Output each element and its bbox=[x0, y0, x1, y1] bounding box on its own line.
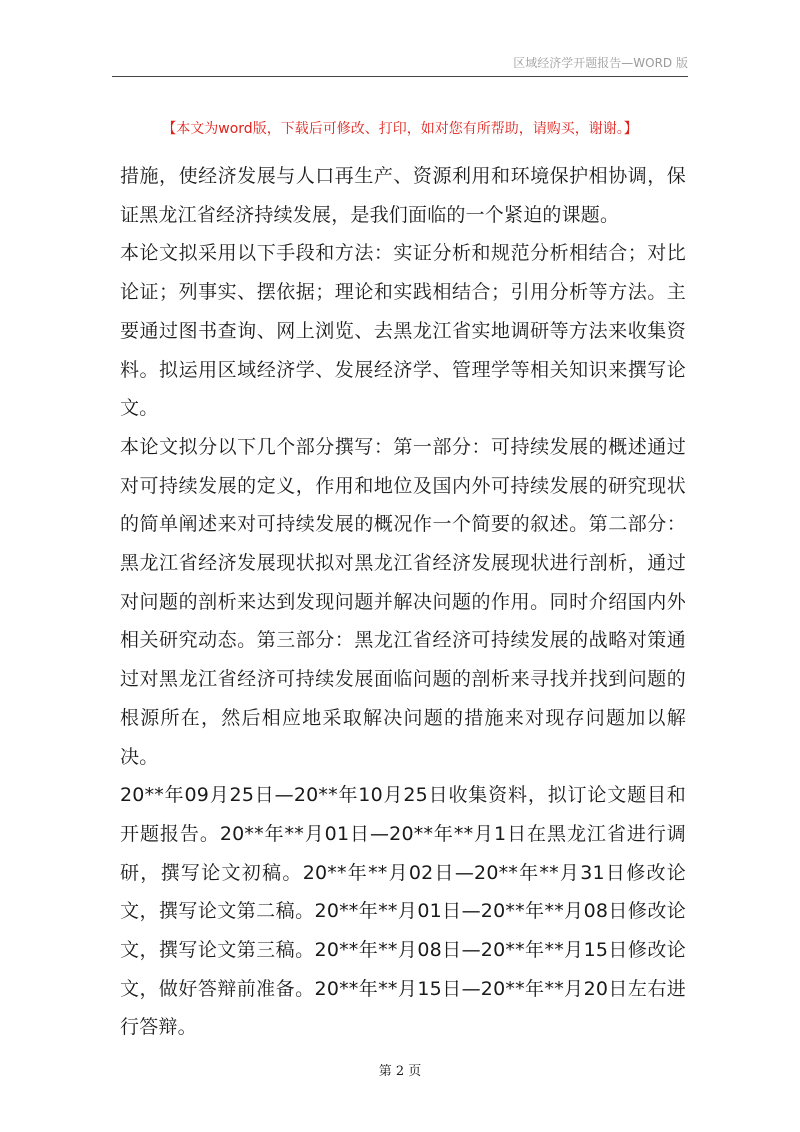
document-body bbox=[120, 157, 686, 1047]
page-header bbox=[112, 54, 688, 77]
page-number: 第 2 页 bbox=[378, 1064, 422, 1079]
paragraph-4: 20**年09月25日—20**年10月25日收集资料，拟订论文题目和开题报告。20**年**月01日—20**年**月1日在黑龙江省进行调研，撰写论文初稿。20**年**月02日—20**年**月31日修改论文，撰写论文第二稿。20**年**月01日—20**年**月08日修改论文，撰写论文第三稿。20**年**月08日—20**年**月15日修改论文，做好答辩前准备。20**年**月15日—20**年**月20日左右进行答辩。 bbox=[120, 784, 686, 1039]
purchase-notice: 【本文为word版，下载后可修改、打印，如对您有所帮助，请购买，谢谢。】 bbox=[162, 121, 638, 137]
paragraph-1: 措施，使经济发展与人口再生产、资源利用和环境保护相协调，保证黑龙江省经济持续发展，是我们面临的一个紧迫的课题。 bbox=[120, 165, 686, 226]
paragraph-2: 本论文拟采用以下手段和方法：实证分析和规范分析相结合；对比论证；列事实、摆依据；理论和实践相结合；引用分析等方法。主要通过图书查询、网上浏览、去黑龙江省实地调研等方法来收集资料。拟运用区域经济学、发展经济学、管理学等相关知识来撰写论文。 bbox=[120, 242, 686, 420]
header-title: 区域经济学开题报告—WORD 版 bbox=[513, 56, 688, 70]
paragraph-3: 本论文拟分以下几个部分撰写：第一部分：可持续发展的概述通过对可持续发展的定义，作用和地位及国内外可持续发展的研究现状的简单阐述来对可持续发展的概况作一个简要的叙述。第二部分：黑龙江省经济发展现状拟对黑龙江省经济发展现状进行剖析，通过对问题的剖析来达到发现问题并解决问题的作用。同时介绍国内外相关研究动态。第三部分：黑龙江省经济可持续发展的战略对策通过对黑龙江省经济可持续发展面临问题的剖析来寻找并找到问题的根源所在，然后相应地采取解决问题的措施来对现存问题加以解决。 bbox=[120, 435, 686, 768]
